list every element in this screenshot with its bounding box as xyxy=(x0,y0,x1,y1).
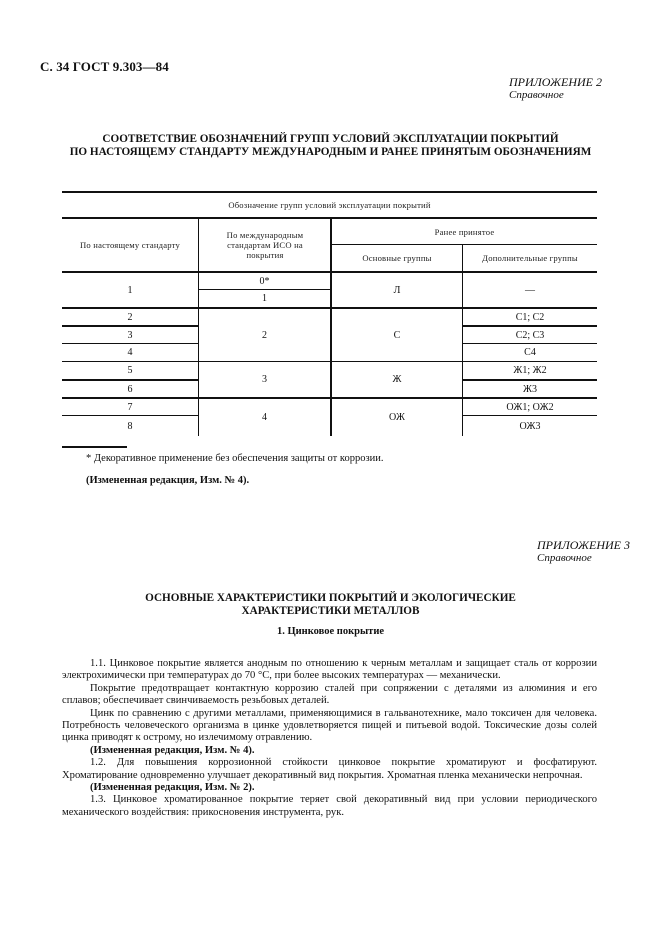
appendix-3-title-line-2: ХАРАКТЕРИСТИКИ МЕТАЛЛОВ xyxy=(241,605,420,617)
paragraph: 1.3. Цинковое хроматированное покрытие теряет свой декоративный вид при условии периодического механического воздействия: прикосновения инструмента, рук. xyxy=(62,794,597,818)
section-heading: 1. Цинковое покрытие xyxy=(276,626,385,637)
appendix-2-title-line-1: СООТВЕТСТВИЕ ОБОЗНАЧЕНИЙ ГРУПП УСЛОВИЙ ЭКСПЛУАТАЦИИ ПОКРЫТИЙ xyxy=(102,133,559,145)
designation-table xyxy=(62,191,597,436)
paragraph: 1.2. Для повышения коррозионной стойкости цинковое покрытие хроматируют и фосфатируют. Хроматирование одновременно улучшает декоративный вид покрытия. Хроматная пленка механически непрочная. xyxy=(62,757,597,781)
appendix-3-type: Справочное xyxy=(537,552,592,564)
amendment-note: (Измененная редакция, Изм. № 4). xyxy=(90,744,255,756)
table-cell-additional-group: — xyxy=(525,284,535,296)
table-caption: Обозначение групп условий эксплуатации покрытий xyxy=(228,200,431,210)
table-cell-current: 8 xyxy=(127,420,133,432)
table-cell-current: 1 xyxy=(127,284,133,296)
table-cell-main-group: Ж xyxy=(392,374,402,385)
paragraph: Покрытие предотвращает контактную коррозию сталей при сопряжении с деталями из алюминия и его сплавов; обеспечивает свинчиваемость резьбовых деталей. xyxy=(62,682,597,707)
appendix-2-label: ПРИЛОЖЕНИЕ 2 xyxy=(509,75,602,89)
table-cell-current: 7 xyxy=(127,401,133,413)
appendix-3-title xyxy=(0,592,661,618)
col-header-current-standard: По настоящему стандарту xyxy=(80,240,180,250)
table-cell-current: 2 xyxy=(127,311,133,323)
table-cell-additional-group: С1; С2 xyxy=(515,311,545,323)
appendix-3-label-block xyxy=(537,539,630,564)
table-cell-additional-group: Ж3 xyxy=(523,383,537,395)
table-cell-main-group: ОЖ xyxy=(389,412,405,423)
table-cell-current: 3 xyxy=(127,329,133,341)
appendix-2-type: Справочное xyxy=(509,89,564,101)
table-cell-additional-group: ОЖ3 xyxy=(519,420,541,432)
appendix-2-label-block xyxy=(509,76,602,101)
table-cell-iso: 4 xyxy=(262,412,267,423)
col-header-previous: Ранее принятое xyxy=(434,226,495,237)
appendix-3-label: ПРИЛОЖЕНИЕ 3 xyxy=(537,538,630,552)
amendment-note: (Измененная редакция, Изм. № 2). xyxy=(90,782,255,794)
table-cell-iso: 1 xyxy=(262,293,267,304)
col-header-main-groups: Основные группы xyxy=(362,253,432,263)
paragraph: 1.1. Цинковое покрытие является анодным по отношению к черным металлам и защищает сталь от коррозии электрохимически при температурах до 70 °С, при более высоких температурах — механически. xyxy=(62,658,597,682)
table-cell-additional-group: С4 xyxy=(524,347,536,358)
body-text xyxy=(62,658,597,819)
table-cell-current: 4 xyxy=(127,347,133,358)
appendix-3-title-line-1: ОСНОВНЫЕ ХАРАКТЕРИСТИКИ ПОКРЫТИЙ И ЭКОЛОГИЧЕСКИЕ xyxy=(145,592,516,604)
footnote: * Декоративное применение без обеспечения защиты от коррозии. xyxy=(86,453,384,464)
page-header: С. 34 ГОСТ 9.303—84 xyxy=(40,59,169,74)
amendment-note: (Измененная редакция, Изм. № 4). xyxy=(86,475,250,486)
table-cell-iso: 2 xyxy=(262,329,267,341)
col-header-iso: По международным стандартам ИСО на покрытия xyxy=(226,230,304,260)
footnote-divider xyxy=(62,446,127,448)
table-cell-additional-group: С2; С3 xyxy=(515,329,545,341)
appendix-2-title-line-2: ПО НАСТОЯЩЕМУ СТАНДАРТУ МЕЖДУНАРОДНЫМ И РАНЕЕ ПРИНЯТЫМ ОБОЗНАЧЕНИЯМ xyxy=(69,146,592,158)
table-cell-current: 5 xyxy=(127,365,133,376)
table-cell-iso: 3 xyxy=(262,374,267,385)
table-cell-main-group: С xyxy=(393,329,401,341)
appendix-2-title xyxy=(0,133,661,159)
table-cell-additional-group: ОЖ1; ОЖ2 xyxy=(506,401,554,413)
col-header-additional-groups: Дополнительные группы xyxy=(482,253,578,263)
table-cell-main-group: Л xyxy=(393,284,401,296)
paragraph: Цинк по сравнению с другими металлами, применяющимися в гальванотехнике, мало токсичен для человека. Потребность человеческого организма в цинке удовлетворяется пищей и питьевой водой. Токсические дозы солей цинка приводят к острому, но излечимому отравлению. xyxy=(62,707,597,744)
table-cell-iso: 0* xyxy=(259,275,270,287)
table-cell-current: 6 xyxy=(127,383,133,395)
table-cell-additional-group: Ж1; Ж2 xyxy=(513,365,547,376)
